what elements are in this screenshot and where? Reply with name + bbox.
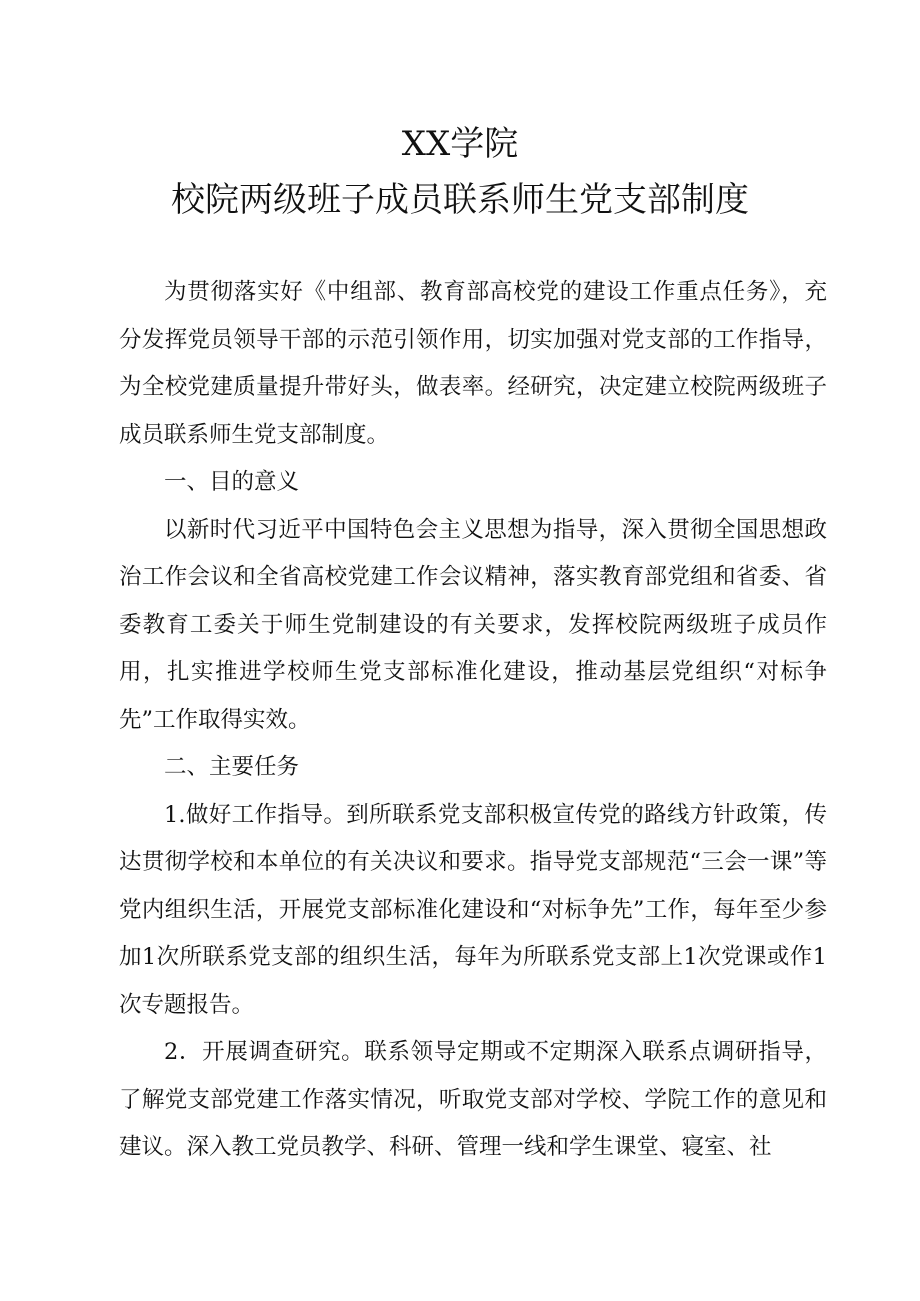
document-body <box>119 269 827 1172</box>
task-paragraph-2: 2．开展调查研究。联系领导定期或不定期深入联系点调研指导，了解党支部党建工作落实情况，听取党支部对学校、学院工作的意见和建议。深入教工党员教学、科研、管理一线和学生课堂、寝室、社 <box>119 1039 827 1160</box>
section-heading-tasks: 二、主要任务 <box>164 754 300 780</box>
purpose-paragraph: 以新时代习近平中国特色会主义思想为指导，深入贯彻全国思想政治工作会议和全省高校党建工作会议精神，落实教育部党组和省委、省委教育工委关于师生党制建设的有关要求，发挥校院两级班子成员作用，扎实推进学校师生党支部标准化建设，推动基层党组织“对标争先”工作取得实效。 <box>119 516 827 733</box>
document-title-school: XX学院 <box>401 124 519 164</box>
section-heading-purpose: 一、目的意义 <box>164 469 300 495</box>
intro-paragraph: 为贯彻落实好《中组部、教育部高校党的建设工作重点任务》，充分发挥党员领导干部的示范引领作用，切实加强对党支部的工作指导，为全校党建质量提升带好头，做表率。经研究，决定建立校院两级班子成员联系师生党支部制度。 <box>119 279 827 448</box>
task-paragraph-1: 1.做好工作指导。到所联系党支部积极宣传党的路线方针政策，传达贯彻学校和本单位的有关决议和要求。指导党支部规范“三会一课”等党内组织生活，开展党支部标准化建设和“对标争先”工作，每年至少参加1次所联系党支部的组织生活，每年为所联系党支部上1次党课或作1次专题报告。 <box>119 801 827 1018</box>
document-title-main: 校院两级班子成员联系师生党支部制度 <box>171 180 749 220</box>
